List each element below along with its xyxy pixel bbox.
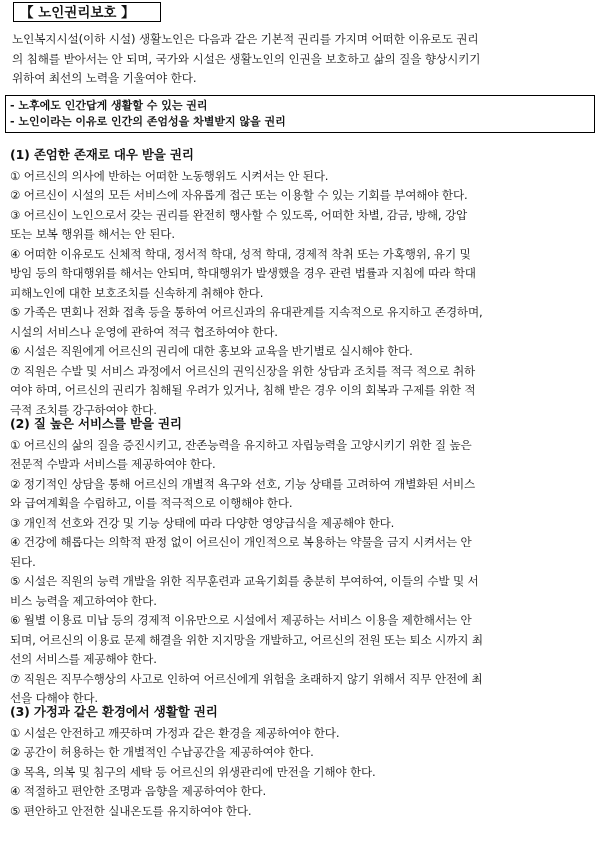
- section-line: ⑥ 시설은 직원에게 어르신의 권리에 대한 홍보와 교육을 반기별로 실시해야 한다.: [10, 344, 413, 358]
- section-line: ③ 목욕, 의복 및 침구의 세탁 등 어르신의 위생관리에 만전을 기해야 한다.: [10, 764, 376, 779]
- section-line: ④ 건강에 해롭다는 의학적 판정 없이 어르신이 개인적으로 복용하는 약물을 금지 시켜서는 안: [10, 535, 472, 549]
- section-line: 또는 보복 행위를 해서는 안 된다.: [10, 227, 175, 241]
- basic-rights-box: [5, 95, 595, 133]
- section-body: [10, 724, 596, 822]
- section-home-environment: [10, 702, 596, 821]
- intro-line: 의 침해를 받아서는 안 되며, 국가와 시설은 생활노인의 인권을 보호하고 삶의 질을 향상시키기: [12, 51, 481, 66]
- basic-right-item: - 노인이라는 이유로 인간의 존엄성을 차별받지 않을 권리: [10, 115, 286, 128]
- section-line: ③ 어르신이 노인으로서 갖는 권리를 완전히 행사할 수 있도록, 어떠한 차별, 감금, 방해, 강압: [10, 207, 468, 222]
- section-line: 전문적 수발과 서비스를 제공하여야 한다.: [10, 457, 216, 471]
- section-line: 피해노인에 대한 보호조치를 신속하게 취해야 한다.: [10, 285, 264, 300]
- section-line: ③ 개인적 선호와 건강 및 기능 상태에 따라 다양한 영양급식을 제공해야 한다.: [10, 515, 395, 530]
- section-heading: (3) 가정과 같은 환경에서 생활할 권리: [10, 704, 218, 719]
- section-line: 시설의 서비스나 운영에 관하여 적극 협조하여야 한다.: [10, 324, 278, 339]
- section-line: 방임 등의 학대행위를 해서는 안되며, 학대행위가 발생했을 경우 관련 법률과 지침에 따라 학대: [10, 266, 476, 280]
- section-heading: (2) 질 높은 서비스를 받을 권리: [10, 416, 182, 431]
- intro-line: 위하여 최선의 노력을 기울여야 한다.: [12, 71, 197, 85]
- section-line: ① 어르신의 의사에 반하는 어떠한 노동행위도 시켜서는 안 된다.: [10, 168, 329, 183]
- section-line: ② 어르신이 시설의 모든 서비스에 자유롭게 접근 또는 이용할 수 있는 기회를 부여해야 한다.: [10, 188, 468, 202]
- section-line: ① 시설은 안전하고 깨끗하며 가정과 같은 환경을 제공하여야 한다.: [10, 725, 340, 740]
- section-line: 극적 조치를 강구하여야 한다.: [10, 402, 157, 417]
- document-title: 【 노인권리보호 】: [13, 2, 161, 22]
- section-line: 되며, 어르신의 이용료 문제 해결을 위한 지지망을 개발하고, 어르신의 전원 또는 퇴소 시까지 최: [10, 632, 483, 647]
- section-line: ⑥ 월별 이용료 미납 등의 경제적 이유만으로 시설에서 제공하는 서비스 이용을 제한해서는 안: [10, 613, 472, 627]
- section-line: ⑦ 직원은 수발 및 서비스 과정에서 어르신의 권익신장을 위한 상담과 조치를 적극 적으로 취하: [10, 363, 476, 378]
- section-dignity: [10, 145, 596, 420]
- intro-line: 노인복지시설(이하 시설) 생활노인은 다음과 같은 기본적 권리를 가지며 어떠한 이유로도 권리: [12, 32, 479, 46]
- section-quality-service: [10, 414, 596, 709]
- section-heading: (1) 존엄한 존재로 대우 받을 권리: [10, 147, 194, 162]
- section-line: 선의 서비스를 제공해야 한다.: [10, 652, 157, 666]
- section-line: ⑦ 직원은 직무수행상의 사고로 인하여 어르신에게 위험을 초래하지 않기 위해서 직무 안전에 최: [10, 671, 483, 686]
- section-line: ② 정기적인 상담을 통해 어르신의 개별적 욕구와 선호, 기능 상태를 고려하여 개별화된 서비스: [10, 476, 476, 491]
- section-line: ② 공간이 허용하는 한 개별적인 수납공간을 제공하여야 한다.: [10, 745, 314, 759]
- section-line: ④ 어떠한 이유로도 신체적 학대, 정서적 학대, 성적 학대, 경제적 착취 또는 가혹행위, 유기 및: [10, 246, 471, 261]
- section-body: [10, 167, 596, 421]
- section-body: [10, 436, 596, 709]
- section-line: 된다.: [10, 554, 36, 569]
- section-line: ① 어르신의 삶의 질을 증진시키고, 잔존능력을 유지하고 자립능력을 고양시키기 위한 질 높은: [10, 437, 472, 452]
- section-line: ⑤ 가족은 면회나 전화 접촉 등을 통하여 어르신과의 유대관계를 지속적으로 유지하고 존경하며,: [10, 305, 483, 319]
- section-line: 와 급여계획을 수립하고, 이를 적극적으로 이행해야 한다.: [10, 496, 293, 510]
- section-line: 선을 다해야 한다.: [10, 691, 98, 705]
- intro-paragraph: [12, 30, 592, 89]
- basic-right-item: - 노후에도 인간답게 생활할 수 있는 권리: [10, 99, 208, 112]
- section-line: ④ 적절하고 편안한 조명과 음향을 제공하여야 한다.: [10, 784, 266, 798]
- section-line: 여야 하며, 어르신의 권리가 침해될 우려가 있거나, 침해 받은 경우 이의 회복과 구제를 위한 적: [10, 383, 476, 397]
- section-line: ⑤ 시설은 직원의 능력 개발을 위한 직무훈련과 교육기회를 충분히 부여하여, 이들의 수발 및 서: [10, 574, 479, 588]
- section-line: 비스 능력을 제고하여야 한다.: [10, 593, 157, 608]
- section-line: ⑤ 편안하고 안전한 실내온도를 유지하여야 한다.: [10, 803, 252, 818]
